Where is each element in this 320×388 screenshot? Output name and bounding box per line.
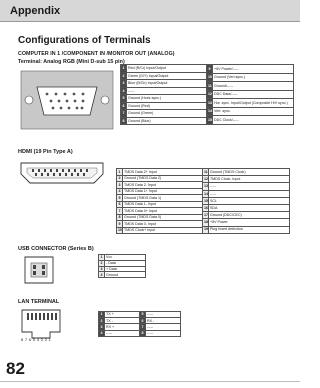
pin-row [121, 72, 207, 80]
pin-number: 2 [122, 73, 125, 78]
lan-connector-digits: 8 7 6 5 4 3 2 1 [21, 337, 52, 342]
pin-number: 7 [118, 208, 121, 213]
pin-label: DDC Clock/----- [213, 116, 294, 125]
pin-row [203, 169, 290, 176]
hdmi-pin-table-right [202, 168, 290, 234]
pin-label: TMDS Data 1- Input [123, 201, 203, 208]
pin-number: 19 [204, 227, 208, 232]
pin-label: TMDS Data 2- Input [123, 182, 203, 189]
pin-number: 14 [204, 191, 208, 196]
pin-number: 10 [207, 73, 213, 82]
pin-label: TMDS Data 0- Input [123, 221, 203, 228]
pin-row [203, 219, 290, 226]
pin-label: Ground [105, 272, 146, 278]
pin-label: TMDS Data 0+ Input [123, 208, 203, 215]
pin-label: Ground (DDC/CEC) [209, 212, 290, 219]
pin-number: 4 [100, 272, 103, 277]
pin-label: Vcc [105, 255, 146, 261]
pin-number: 5 [118, 195, 121, 200]
pin-label: TX + [105, 312, 140, 318]
pin-label: - Data [105, 260, 146, 266]
pin-label: +5V Power/----- [213, 65, 294, 74]
pin-row [203, 183, 290, 190]
pin-row [99, 272, 146, 278]
pin-label: TMDS Clock+ Input [123, 227, 203, 234]
vga-pin-table-right [206, 64, 294, 125]
pin-number: 2 [118, 176, 121, 181]
pin-row [117, 227, 203, 234]
pin-row [99, 330, 140, 336]
pin-number: 11 [207, 82, 213, 91]
pin-row [121, 117, 207, 125]
pin-number: 3 [100, 324, 103, 329]
pin-number: 6 [118, 202, 121, 207]
pin-row [140, 330, 181, 336]
pin-number: 16 [204, 205, 208, 210]
usb-heading: USB CONNECTOR (Series B) [18, 246, 94, 252]
pin-label: Ground (TMDS Clock) [209, 169, 290, 176]
pin-label: Plug Insert detection [209, 226, 290, 233]
pin-number: 3 [118, 182, 121, 187]
pin-number: 8 [122, 118, 125, 123]
pin-label: Green (G/Y) Input/Output [127, 72, 207, 80]
pin-row [203, 226, 290, 233]
pin-label: Ground (Green) [127, 110, 207, 118]
pin-label: Vert. sync. [213, 107, 294, 116]
pin-number: 1 [118, 169, 121, 174]
pin-label: TMDS Data 2+ Input [123, 169, 203, 176]
pin-number: 4 [100, 331, 103, 335]
pin-number: 5 [122, 96, 125, 101]
pin-label: Ground (Blue) [127, 117, 207, 125]
pin-row [207, 99, 294, 108]
pin-number: 15 [204, 198, 208, 203]
hdmi-connector-diagram [18, 160, 106, 186]
vga-pin-table-left [120, 64, 207, 125]
pin-label: Ground (Horiz.sync.) [127, 95, 207, 103]
pin-label: + Data [105, 266, 146, 272]
pin-number: 1 [100, 312, 103, 317]
pin-row [121, 65, 207, 73]
vga-connector-diagram [20, 70, 114, 130]
pin-label: Hor. sync. Input/Output (Composite H/V sync.) [213, 99, 294, 108]
usb-pin-table [98, 254, 146, 278]
pin-label: ----- [146, 312, 181, 318]
pin-label: Ground (TMDS Data 0) [123, 214, 203, 221]
pin-label: ----- [146, 330, 181, 336]
lan-pin-table-left [98, 311, 140, 337]
lan-heading: LAN TERMINAL [18, 299, 60, 305]
vga-heading: COMPUTER IN 1 /COMPONENT IN /MONITOR OUT (ANALOG) [18, 51, 175, 57]
footer-divider [0, 381, 300, 382]
pin-number: 14 [207, 107, 213, 116]
pin-number: 10 [118, 228, 122, 233]
pin-row [121, 80, 207, 88]
pin-label: ----- [209, 183, 290, 190]
pin-row [203, 204, 290, 211]
pin-number: 6 [141, 318, 144, 323]
pin-label: Ground (Vert.sync.) [213, 73, 294, 82]
pin-label: DDC Data/----- [213, 90, 294, 99]
pin-label: SDA [209, 204, 290, 211]
pin-number: 18 [204, 220, 208, 225]
pin-number: 3 [122, 81, 125, 86]
pin-number: 2 [100, 318, 103, 323]
header-title: Appendix [10, 5, 61, 17]
hdmi-pin-table-left [116, 168, 203, 234]
pin-number: 3 [100, 266, 103, 271]
pin-row [121, 87, 207, 95]
vga-subheading: Terminal: Analog RGB (Mini D-sub 15 pin) [18, 59, 125, 65]
pin-number: 6 [122, 103, 125, 108]
pin-label: TMDS Clock- Input [209, 176, 290, 183]
pin-number: 9 [207, 65, 213, 74]
pin-number: 11 [204, 169, 208, 174]
pin-number: 13 [204, 184, 208, 189]
pin-number: 1 [122, 66, 125, 71]
pin-label: SCL [209, 197, 290, 204]
pin-label: ----- [105, 330, 140, 336]
pin-row [121, 110, 207, 118]
pin-label: Red (R/Cr) Input/Output [127, 65, 207, 73]
pin-number: 4 [122, 88, 125, 93]
pin-row [121, 95, 207, 103]
pin-label: Blue (B/Cb) Input/Output [127, 80, 207, 88]
pin-number: 8 [118, 215, 121, 220]
pin-label: ----- [209, 190, 290, 197]
pin-label: RX - [146, 318, 181, 324]
pin-row [207, 90, 294, 99]
pin-row [207, 65, 294, 74]
usb-connector-diagram [22, 254, 56, 286]
pin-label: +5V Power [209, 219, 290, 226]
pin-number: 12 [207, 90, 213, 99]
pin-number: 7 [122, 111, 125, 116]
pin-number: 2 [100, 261, 103, 266]
pin-number: 5 [141, 312, 144, 317]
pin-row [203, 176, 290, 183]
pin-number: 1 [100, 255, 103, 260]
lan-pin-table-right [139, 311, 181, 337]
pin-number: 7 [141, 324, 144, 329]
pin-number: 17 [204, 213, 208, 218]
pin-row [203, 190, 290, 197]
pin-number: 9 [118, 221, 121, 226]
pin-row [207, 107, 294, 116]
page-header [0, 0, 300, 22]
page-number: 82 [6, 359, 25, 378]
hdmi-heading: HDMI (19 Pin Type A) [18, 149, 73, 155]
pin-label: Ground (TMDS Data 1) [123, 195, 203, 202]
pin-label: ----- [127, 87, 207, 95]
pin-label: ----- [146, 324, 181, 330]
pin-row [207, 82, 294, 91]
pin-label: Ground (TMDS Data 2) [123, 175, 203, 182]
pin-row [207, 73, 294, 82]
pin-label: TMDS Data 1+ Input [123, 188, 203, 195]
pin-number: 15 [207, 116, 213, 125]
pin-row [203, 212, 290, 219]
pin-label: TX - [105, 318, 140, 324]
pin-number: 12 [204, 177, 208, 182]
pin-number: 8 [141, 331, 144, 335]
pin-label: RX + [105, 324, 140, 330]
pin-row [203, 197, 290, 204]
pin-row [121, 102, 207, 110]
pin-label: Ground/----- [213, 82, 294, 91]
pin-number: 13 [207, 99, 213, 108]
pin-row [207, 116, 294, 125]
pin-label: Ground (Red) [127, 102, 207, 110]
pin-number: 4 [118, 189, 121, 194]
page-title: Configurations of Terminals [18, 35, 151, 46]
